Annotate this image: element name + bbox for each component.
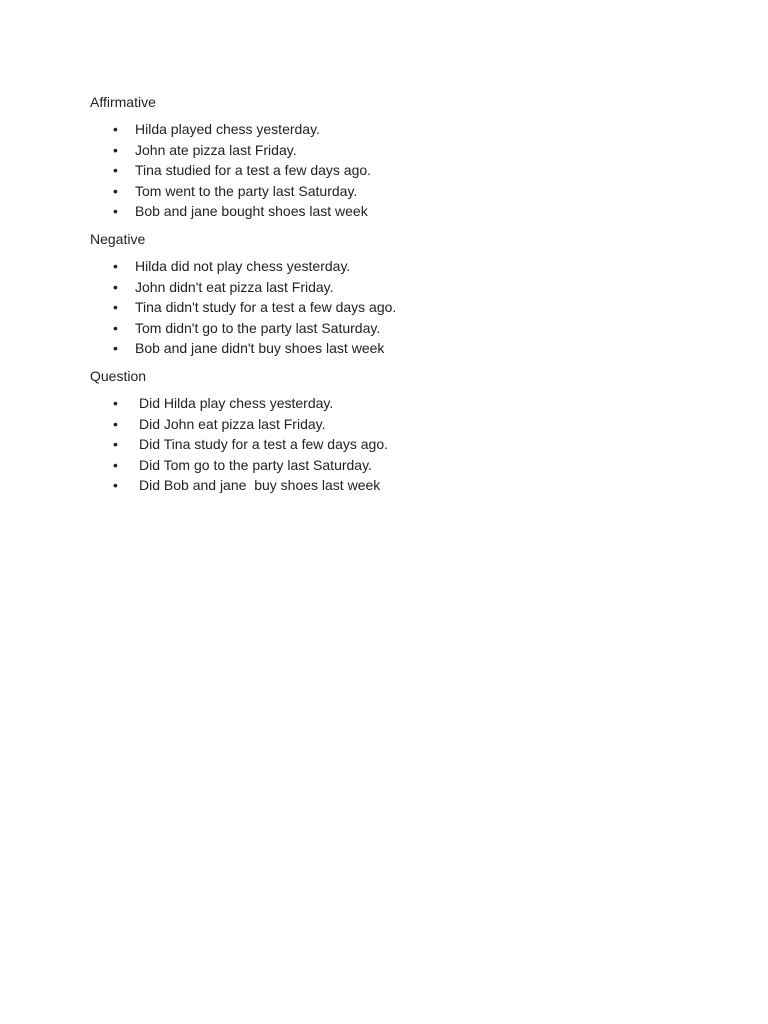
bullet-icon: •	[113, 182, 118, 199]
list-item-text: Did Tom go to the party last Saturday.	[139, 456, 372, 473]
list-item	[90, 414, 690, 435]
list-item	[90, 297, 690, 318]
list-item	[90, 201, 690, 222]
section-affirmative	[90, 93, 690, 222]
affirmative-list	[90, 119, 690, 222]
list-item-text: John didn't eat pizza last Friday.	[135, 278, 334, 295]
list-item	[90, 256, 690, 277]
section-negative	[90, 230, 690, 359]
bullet-icon: •	[113, 456, 118, 473]
bullet-icon: •	[113, 121, 118, 137]
list-item	[90, 119, 690, 140]
list-item	[90, 475, 690, 496]
list-item	[90, 277, 690, 298]
list-item	[90, 160, 690, 181]
list-item-text: Did Hilda play chess yesterday.	[139, 394, 334, 411]
document-body	[90, 93, 690, 496]
list-item	[90, 393, 690, 414]
list-item-text: Did Tina study for a test a few days ago.	[139, 436, 389, 453]
list-item-text: Bob and jane didn't buy shoes last week	[135, 340, 385, 357]
list-item-text: John ate pizza last Friday.	[135, 141, 297, 158]
bullet-icon: •	[113, 299, 118, 316]
list-item-text: Tina studied for a test a few days ago.	[135, 162, 372, 179]
question-list	[90, 393, 690, 496]
negative-list	[90, 256, 690, 359]
bullet-icon: •	[113, 162, 118, 179]
bullet-icon: •	[113, 415, 118, 432]
bullet-icon: •	[113, 477, 118, 494]
bullet-icon: •	[113, 203, 118, 220]
list-item	[90, 434, 690, 455]
list-item-text: Did John eat pizza last Friday.	[139, 415, 326, 432]
section-heading-question: Question	[90, 367, 147, 384]
bullet-icon: •	[113, 141, 118, 158]
section-heading-negative: Negative	[90, 230, 146, 247]
bullet-icon: •	[113, 257, 118, 274]
list-item	[90, 140, 690, 161]
list-item	[90, 318, 690, 339]
bullet-icon: •	[113, 436, 118, 453]
section-question	[90, 367, 690, 496]
list-item-text: Tom went to the party last Saturday.	[135, 182, 358, 199]
list-item-text: Hilda played chess yesterday.	[135, 121, 320, 137]
list-item-text: Tina didn't study for a test a few days ago.	[135, 299, 397, 316]
bullet-icon: •	[113, 278, 118, 295]
bullet-icon: •	[113, 319, 118, 336]
list-item	[90, 338, 690, 359]
list-item	[90, 181, 690, 202]
bullet-icon: •	[113, 394, 118, 411]
list-item	[90, 455, 690, 476]
bullet-icon: •	[113, 340, 118, 357]
section-heading-affirmative: Affirmative	[90, 94, 156, 110]
list-item-text: Tom didn't go to the party last Saturday.	[135, 319, 381, 336]
list-item-text: Did Bob and jane buy shoes last week	[139, 477, 381, 494]
list-item-text: Hilda did not play chess yesterday.	[135, 257, 351, 274]
list-item-text: Bob and jane bought shoes last week	[135, 203, 368, 220]
